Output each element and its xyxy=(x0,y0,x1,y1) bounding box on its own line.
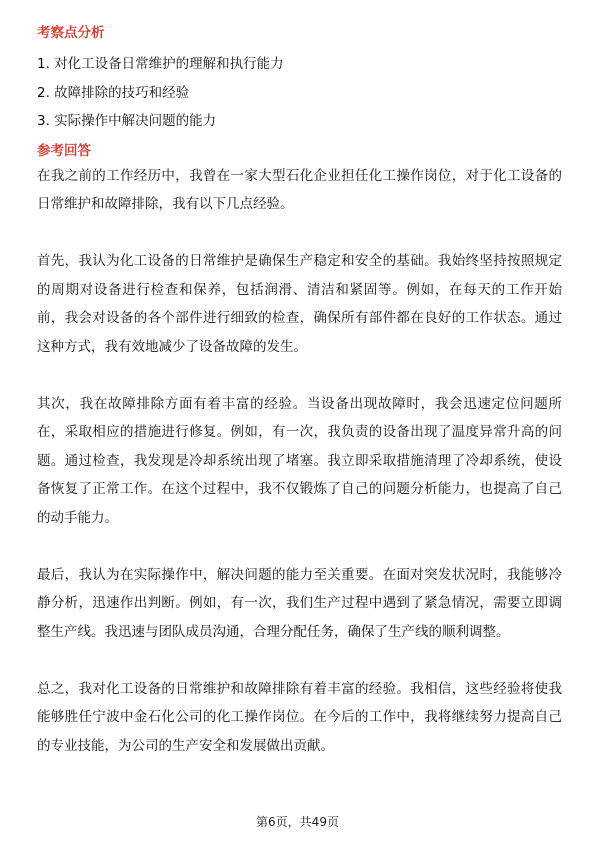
page-number-footer: 第6页，共49页 xyxy=(256,815,339,829)
paragraph-gap xyxy=(37,219,562,248)
answer-paragraph-maintenance: 首先，我认为化工设备的日常维护是确保生产稳定和安全的基础。我始终坚持按照规定的周期对设备进行检查和保养，包括润滑、清洁和紧固等。例如，在每天的工作开始前，我会对设备的各个部件进行细致的检查，确保所有部件都在良好的工作状态。通过这种方式，我有效地减少了设备故障的发生。 xyxy=(37,253,562,355)
list-item: 1. 对化工设备日常维护的理解和执行能力 xyxy=(37,56,284,72)
document-page xyxy=(37,22,562,760)
paragraph-gap xyxy=(37,532,562,561)
list-item: 2. 故障排除的技巧和经验 xyxy=(37,84,190,101)
list-item: 3. 实际操作中解决问题的能力 xyxy=(37,113,217,129)
paragraph-gap xyxy=(37,361,562,390)
analysis-heading: 考察点分析 xyxy=(37,25,105,41)
analysis-list xyxy=(37,50,562,136)
answer-paragraph-troubleshooting: 其次，我在故障排除方面有着丰富的经验。当设备出现故障时，我会迅速定位问题所在，采取相应的措施进行修复。例如，有一次，我负责的设备出现了温度异常升高的问题。通过检查，我发现是冷却系统出现了堵塞。我立即采取措施清理了冷却系统，使设备恢复了正常工作。在这个过程中，我不仅锻炼了自己的问题分析能力，也提高了自己的动手能力。 xyxy=(37,395,562,526)
answer-paragraph-intro: 在我之前的工作经历中，我曾在一家大型石化企业担任化工操作岗位，对于化工设备的日常维护和故障排除，我有以下几点经验。 xyxy=(37,167,562,212)
answer-paragraph-conclusion: 总之，我对化工设备的日常维护和故障排除有着丰富的经验。我相信，这些经验将使我能够胜任宁波中金石化公司的化工操作岗位。在今后的工作中，我将继续努力提高自己的专业技能，为公司的生产安全和发展做出贡献。 xyxy=(37,680,562,754)
answer-heading: 参考回答 xyxy=(37,142,91,159)
answer-paragraph-problem-solving: 最后，我认为在实际操作中，解决问题的能力至关重要。在面对突发状况时，我能够冷静分析，迅速作出判断。例如，有一次，我们生产过程中遇到了紧急情况，需要立即调整生产线。我迅速与团队成员沟通，合理分配任务，确保了生产线的顺利调整。 xyxy=(37,566,562,640)
paragraph-gap xyxy=(37,646,562,675)
